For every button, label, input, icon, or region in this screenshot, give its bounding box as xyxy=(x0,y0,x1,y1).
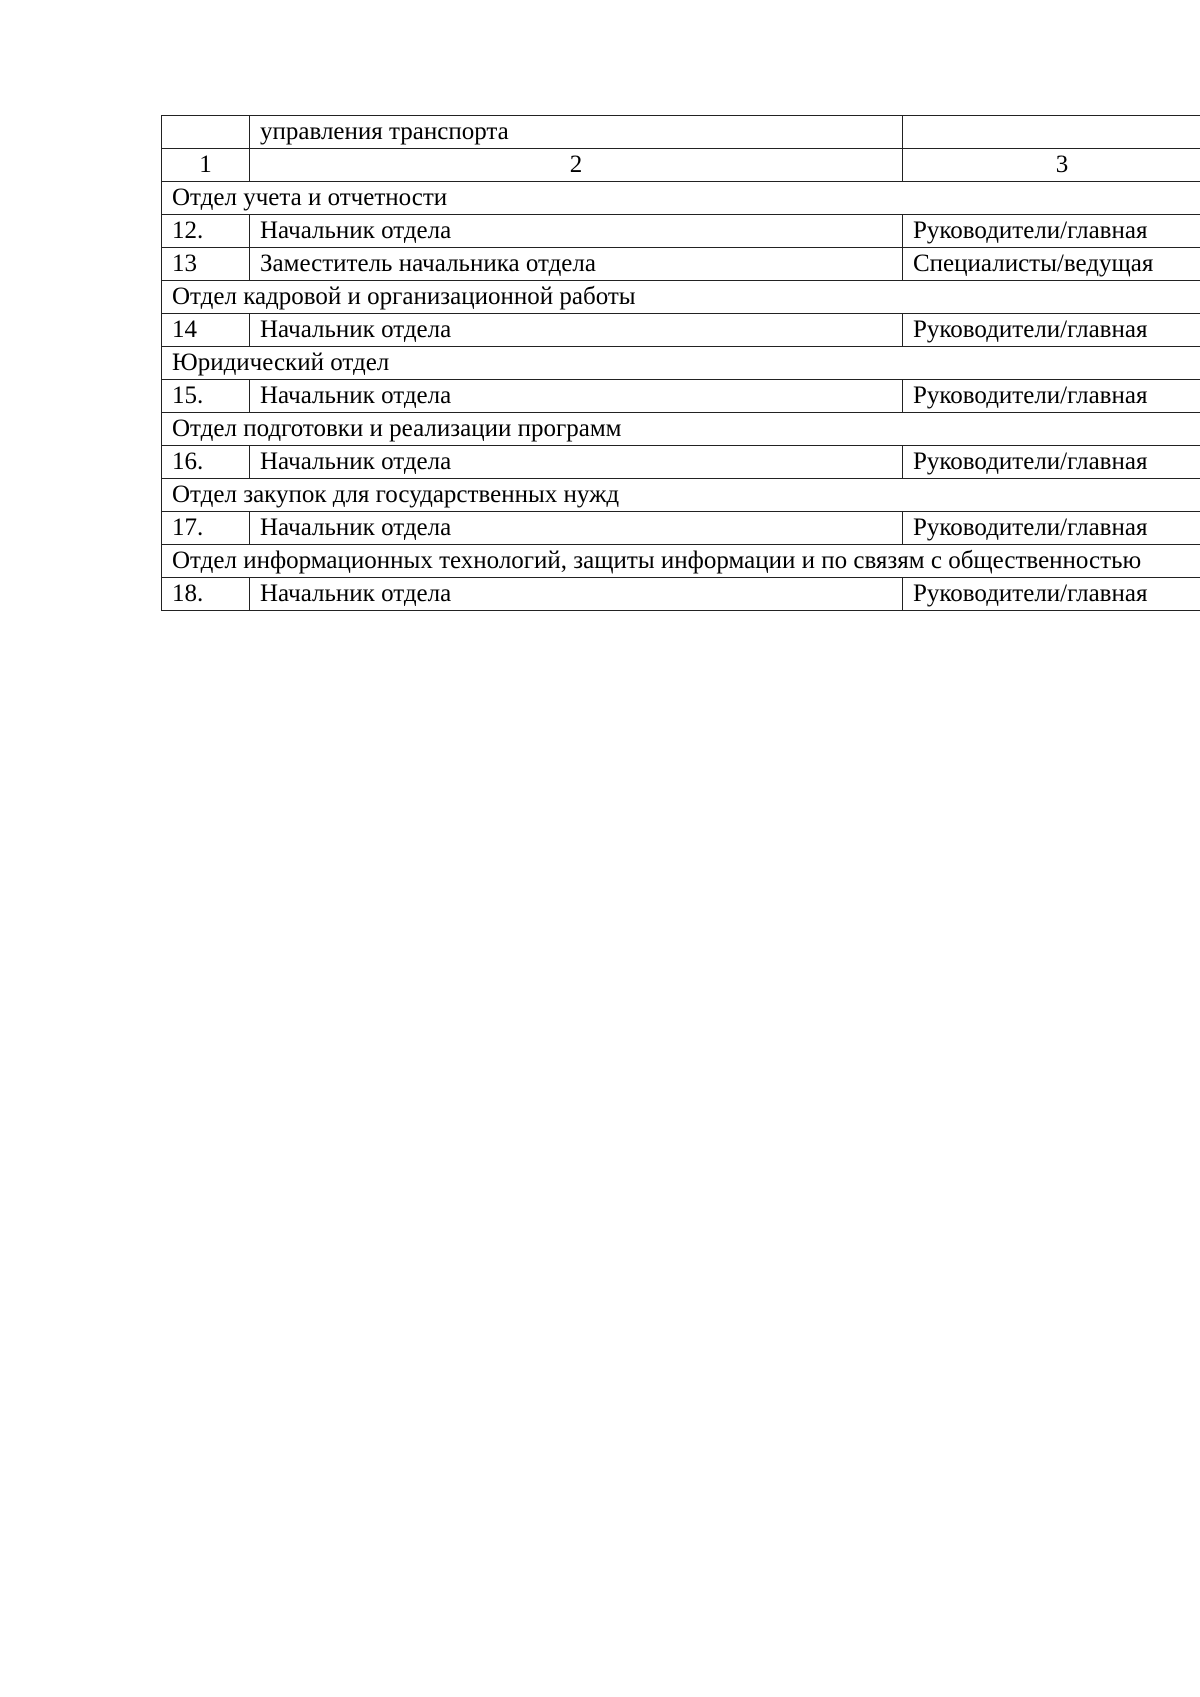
position-category: Руководители/главная xyxy=(903,512,1200,545)
position-name: Начальник отдела xyxy=(250,578,903,611)
position-name: Заместитель начальника отдела xyxy=(250,248,903,281)
table-row xyxy=(162,215,1200,248)
section-header-row xyxy=(162,182,1200,215)
continuation-category-cell xyxy=(903,116,1200,149)
position-category: Руководители/главная xyxy=(903,314,1200,347)
position-name: Начальник отдела xyxy=(250,380,903,413)
section-title: Юридический отдел xyxy=(162,347,1200,380)
continuation-row xyxy=(162,116,1200,149)
row-number: 12. xyxy=(162,215,250,248)
row-number: 18. xyxy=(162,578,250,611)
position-category: Руководители/главная xyxy=(903,578,1200,611)
position-category: Руководители/главная xyxy=(903,215,1200,248)
section-title: Отдел кадровой и организационной работы xyxy=(162,281,1200,314)
row-number: 16. xyxy=(162,446,250,479)
row-number: 14 xyxy=(162,314,250,347)
table-row xyxy=(162,446,1200,479)
position-category: Руководители/главная xyxy=(903,380,1200,413)
section-header-row xyxy=(162,281,1200,314)
column-number-1: 1 xyxy=(162,149,250,182)
section-title: Отдел учета и отчетности xyxy=(162,182,1200,215)
table-row xyxy=(162,314,1200,347)
row-number: 13 xyxy=(162,248,250,281)
position-category: Руководители/главная xyxy=(903,446,1200,479)
column-number-2: 2 xyxy=(250,149,903,182)
position-category: Специалисты/ведущая xyxy=(903,248,1200,281)
positions-table xyxy=(161,115,1200,611)
column-number-3: 3 xyxy=(903,149,1200,182)
row-number: 15. xyxy=(162,380,250,413)
position-name: Начальник отдела xyxy=(250,314,903,347)
table-row xyxy=(162,380,1200,413)
section-header-row xyxy=(162,545,1200,578)
section-title: Отдел закупок для государственных нужд xyxy=(162,479,1200,512)
section-header-row xyxy=(162,347,1200,380)
column-numbering-row xyxy=(162,149,1200,182)
section-title: Отдел информационных технологий, защиты информации и по связям с общественностью xyxy=(162,545,1200,578)
position-name: Начальник отдела xyxy=(250,512,903,545)
section-title: Отдел подготовки и реализации программ xyxy=(162,413,1200,446)
row-number: 17. xyxy=(162,512,250,545)
continuation-name-cell: управления транспорта xyxy=(250,116,903,149)
section-header-row xyxy=(162,479,1200,512)
section-header-row xyxy=(162,413,1200,446)
table-row xyxy=(162,248,1200,281)
table-row xyxy=(162,512,1200,545)
position-name: Начальник отдела xyxy=(250,446,903,479)
continuation-num-cell xyxy=(162,116,250,149)
table-row xyxy=(162,578,1200,611)
position-name: Начальник отдела xyxy=(250,215,903,248)
